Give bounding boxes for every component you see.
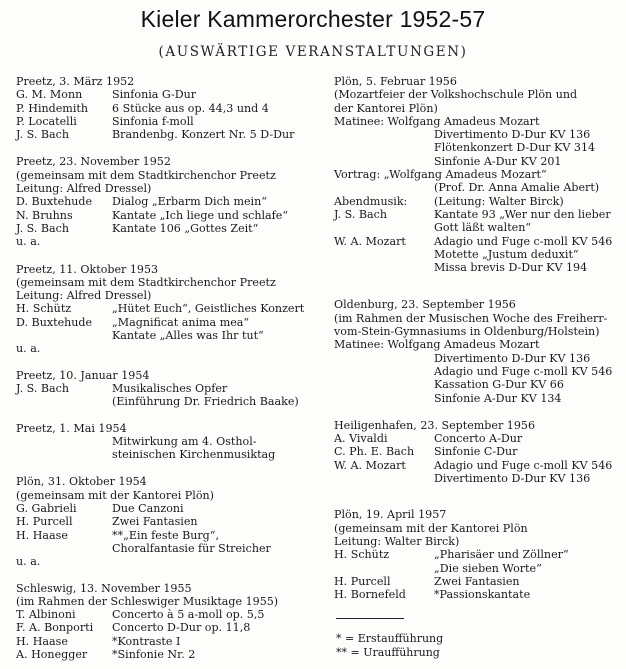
work: (Leitung: Walter Birck) bbox=[434, 194, 564, 208]
work-continued: Motette „Justum deduxit“ bbox=[434, 247, 579, 261]
program-row bbox=[16, 635, 312, 648]
program-row bbox=[16, 515, 312, 528]
footnote-world-premiere: ** = Uraufführung bbox=[336, 646, 440, 659]
event-heading: Schleswig, 13. November 1955 bbox=[16, 581, 192, 595]
event-description: Mitwirkung am 4. Osthol- bbox=[112, 434, 257, 448]
composer: A. Vivaldi bbox=[334, 432, 388, 446]
composer: H. Schütz bbox=[16, 302, 72, 316]
composer: H. Purcell bbox=[16, 515, 73, 529]
event-preetz-1954-01 bbox=[16, 369, 312, 409]
program-row bbox=[16, 102, 312, 115]
left-column bbox=[16, 75, 312, 661]
work: Kantate „Ich liege und schlafe“ bbox=[112, 208, 289, 222]
work: *Kontraste I bbox=[112, 634, 181, 648]
work: Concerto D-Dur op. 11,8 bbox=[112, 621, 251, 635]
event-preetz-1952-03 bbox=[16, 75, 312, 141]
work: Adagio und Fuge c-moll KV 546 bbox=[434, 364, 613, 378]
event-note: (gemeinsam mit der Kantorei Plön) bbox=[16, 488, 214, 502]
program-row bbox=[334, 548, 624, 561]
composer: P. Hindemith bbox=[16, 101, 88, 115]
event-note: Leitung: Walter Birck) bbox=[334, 534, 460, 548]
event-ploen-1954-10 bbox=[16, 475, 312, 568]
composer: H. Haase bbox=[16, 634, 68, 648]
footnote-divider bbox=[336, 618, 404, 619]
program-row bbox=[16, 316, 312, 329]
composer: G. Gabrieli bbox=[16, 502, 77, 516]
event-heading: Plön, 19. April 1957 bbox=[334, 508, 447, 522]
event-heiligenhafen-1956-09 bbox=[334, 419, 624, 485]
work: Musikalisches Opfer bbox=[112, 381, 228, 395]
matinee-line: Matinee: Wolfgang Amadeus Mozart bbox=[334, 338, 540, 352]
etc-note: u. a. bbox=[16, 235, 41, 249]
page-title: Kieler Kammerorchester 1952-57 bbox=[140, 6, 486, 32]
program-row bbox=[16, 115, 312, 128]
composer: C. Ph. E. Bach bbox=[334, 445, 415, 459]
work: 6 Stücke aus op. 44,3 und 4 bbox=[112, 101, 269, 115]
event-heading: Preetz, 11. Oktober 1953 bbox=[16, 262, 159, 276]
work: Due Canzoni bbox=[112, 502, 184, 516]
event-note: (Mozartfeier der Volkshochschule Plön und bbox=[334, 88, 578, 102]
event-heading: Preetz, 10. Januar 1954 bbox=[16, 368, 150, 382]
event-note: Leitung: Alfred Dressel) bbox=[16, 289, 152, 303]
program-row bbox=[334, 208, 624, 221]
composer: W. A. Mozart bbox=[334, 234, 406, 248]
program-row bbox=[16, 128, 312, 141]
footnote-first-performance: * = Erstaufführung bbox=[336, 632, 444, 645]
composer: D. Buxtehude bbox=[16, 315, 93, 329]
work-continued: Divertimento D-Dur KV 136 bbox=[434, 472, 591, 486]
work: Dialog „Erbarm Dich mein“ bbox=[112, 195, 267, 209]
work: Concerto A-Dur bbox=[434, 432, 523, 446]
work-continued: Kantate „Alles was Ihr tut“ bbox=[112, 329, 264, 343]
program-row bbox=[16, 302, 312, 315]
work: Kantate 93 „Wer nur den lieber bbox=[434, 207, 611, 221]
event-heading: Preetz, 1. Mai 1954 bbox=[16, 421, 127, 435]
program-row bbox=[16, 88, 312, 101]
right-column bbox=[334, 75, 624, 601]
composer: H. Bornefeld bbox=[334, 588, 406, 602]
composer: Abendmusik: bbox=[334, 194, 408, 208]
work: Adagio und Fuge c-moll KV 546 bbox=[434, 458, 613, 472]
event-heading: Heiligenhafen, 23. September 1956 bbox=[334, 418, 536, 432]
program-row bbox=[334, 459, 624, 472]
lecture-line: Vortrag: „Wolfgang Amadeus Mozart“ bbox=[334, 168, 547, 182]
work: Sinfonia G-Dur bbox=[112, 88, 197, 102]
event-heading: Preetz, 3. März 1952 bbox=[16, 75, 135, 88]
composer: H. Haase bbox=[16, 528, 68, 542]
event-ploen-1956-02 bbox=[334, 75, 624, 274]
event-heading: Plön, 31. Oktober 1954 bbox=[16, 475, 147, 489]
program-row bbox=[16, 648, 312, 661]
work-continued: Choralfantasie für Streicher bbox=[112, 541, 271, 555]
program-row bbox=[16, 502, 312, 515]
work-continued: Missa brevis D-Dur KV 194 bbox=[434, 261, 588, 275]
event-oldenburg-1956-09 bbox=[334, 298, 624, 404]
work: Zwei Fantasien bbox=[434, 574, 520, 588]
composer: G. M. Monn bbox=[16, 88, 83, 102]
composer: J. S. Bach bbox=[16, 128, 70, 142]
program-row bbox=[16, 621, 312, 634]
event-note: (gemeinsam mit dem Stadtkirchenchor Preetz bbox=[16, 168, 276, 182]
event-note: (gemeinsam mit dem Stadtkirchenchor Preetz bbox=[16, 275, 276, 289]
program-row bbox=[334, 445, 624, 458]
work: Brandenbg. Konzert Nr. 5 D-Dur bbox=[112, 128, 295, 142]
lecturer: (Prof. Dr. Anna Amalie Abert) bbox=[434, 181, 600, 195]
work: Divertimento D-Dur KV 136 bbox=[434, 351, 591, 365]
work: Sinfonia f-moll bbox=[112, 114, 194, 128]
program-row bbox=[16, 195, 312, 208]
event-note: der Kantorei Plön) bbox=[334, 101, 438, 115]
program-row bbox=[334, 432, 624, 445]
work: *Passionskantate bbox=[434, 588, 531, 602]
program-row bbox=[334, 588, 624, 601]
event-note: (im Rahmen der Musischen Woche des Freiherr- bbox=[334, 311, 608, 325]
matinee-line: Matinee: Wolfgang Amadeus Mozart bbox=[334, 114, 540, 128]
program-row bbox=[16, 209, 312, 222]
work: Adagio und Fuge c-moll KV 546 bbox=[434, 234, 613, 248]
work-continued: „Die sieben Worte“ bbox=[434, 561, 542, 575]
work: „Magnificat anima mea“ bbox=[112, 315, 250, 329]
work: **„Ein feste Burg“, bbox=[112, 528, 219, 542]
work-continued: Gott läßt walten“ bbox=[434, 221, 532, 235]
work: Zwei Fantasien bbox=[112, 515, 198, 529]
composer: P. Locatelli bbox=[16, 114, 77, 128]
work: Sinfonie C-Dur bbox=[434, 445, 518, 459]
program-row bbox=[16, 608, 312, 621]
composer: H. Schütz bbox=[334, 548, 390, 562]
composer: J. S. Bach bbox=[16, 221, 70, 235]
work: Kantate 106 „Gottes Zeit“ bbox=[112, 221, 259, 235]
program-row bbox=[334, 195, 624, 208]
work: Kassation G-Dur KV 66 bbox=[434, 378, 564, 392]
composer: A. Honegger bbox=[16, 647, 88, 661]
composer: F. A. Bonporti bbox=[16, 621, 94, 635]
event-heading: Preetz, 23. November 1952 bbox=[16, 155, 171, 169]
program-row bbox=[16, 529, 312, 542]
composer: T. Albinoni bbox=[16, 608, 76, 622]
event-heading: Plön, 5. Februar 1956 bbox=[334, 75, 457, 88]
composer: D. Buxtehude bbox=[16, 195, 93, 209]
event-ploen-1957-04 bbox=[334, 508, 624, 601]
work-continued: (Einführung Dr. Friedrich Baake) bbox=[112, 395, 299, 409]
event-description: steinischen Kirchenmusiktag bbox=[112, 448, 276, 462]
event-note: Leitung: Alfred Dressel) bbox=[16, 182, 152, 196]
event-note: (im Rahmen der Schleswiger Musiktage 1955) bbox=[16, 594, 279, 608]
composer: J. S. Bach bbox=[334, 207, 388, 221]
event-preetz-1953-10 bbox=[16, 263, 312, 356]
event-heading: Oldenburg, 23. September 1956 bbox=[334, 298, 516, 312]
program-row bbox=[16, 222, 312, 235]
composer: J. S. Bach bbox=[16, 381, 70, 395]
event-schleswig-1955-11 bbox=[16, 582, 312, 662]
work: Sinfonie A-Dur KV 134 bbox=[434, 391, 562, 405]
composer: H. Purcell bbox=[334, 574, 391, 588]
event-preetz-1954-05 bbox=[16, 422, 312, 462]
page-subtitle: (AUSWÄRTIGE VERANSTALTUNGEN) bbox=[158, 44, 468, 60]
event-note: vom-Stein-Gymnasiums in Oldenburg/Holstein) bbox=[334, 325, 600, 339]
program-row bbox=[334, 575, 624, 588]
etc-note: u. a. bbox=[16, 555, 41, 569]
work: Divertimento D-Dur KV 136 bbox=[434, 128, 591, 142]
event-preetz-1952-11 bbox=[16, 155, 312, 248]
work: „Pharisäer und Zöllner“ bbox=[434, 548, 569, 562]
composer: N. Bruhns bbox=[16, 208, 73, 222]
program-row bbox=[334, 235, 624, 248]
work: *Sinfonie Nr. 2 bbox=[112, 647, 196, 661]
work: Concerto à 5 a-moll op. 5,5 bbox=[112, 608, 265, 622]
composer: W. A. Mozart bbox=[334, 458, 406, 472]
work: „Hütet Euch“, Geistliches Konzert bbox=[112, 302, 305, 316]
work: Sinfonie A-Dur KV 201 bbox=[434, 154, 562, 168]
etc-note: u. a. bbox=[16, 342, 41, 356]
work: Flötenkonzert D-Dur KV 314 bbox=[434, 141, 596, 155]
program-row bbox=[16, 382, 312, 395]
event-note: (gemeinsam mit der Kantorei Plön bbox=[334, 521, 528, 535]
